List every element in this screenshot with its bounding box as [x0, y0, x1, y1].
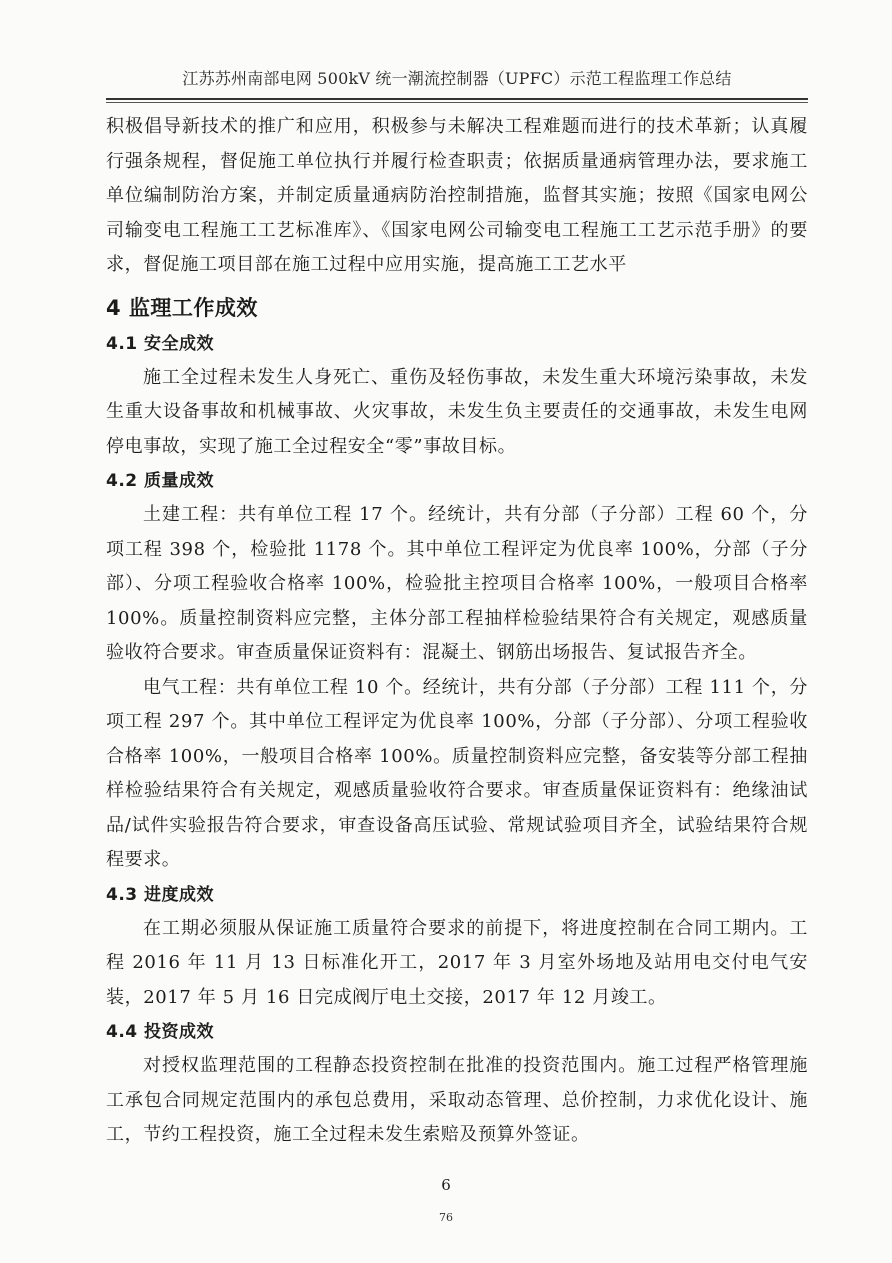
subsection-heading-progress: 4.3 进度成效	[106, 884, 215, 905]
safety-paragraph: 施工全过程未发生人身死亡、重伤及轻伤事故，未发生重大环境污染事故，未发生重大设备事故和机械事故、火灾事故，未发生负主要责任的交通事故，未发生电网停电事故，实现了施工全过程安全“零”事故目标。	[106, 366, 808, 457]
sheet-number: 76	[439, 1211, 453, 1224]
investment-paragraph: 对授权监理范围的工程静态投资控制在批准的投资范围内。施工过程严格管理施工承包合同规定范围内的承包总费用，采取动态管理、总价控制，力求优化设计、施工，节约工程投资，施工全过程未发生索赔及预算外签证。	[106, 1055, 808, 1145]
section-heading: 4 监理工作成效	[106, 295, 258, 320]
header-rule	[106, 98, 808, 100]
intro-paragraph: 积极倡导新技术的推广和应用，积极参与未解决工程难题而进行的技术革新；认真履行强条规程，督促施工单位执行并履行检查职责；依据质量通病管理办法，要求施工单位编制防治方案，并制定质量通病防治控制措施，监督其实施；按照《国家电网公司输变电工程施工工艺标准库》、《国家电网公司输变电工程施工工艺示范手册》的要求，督促施工项目部在施工过程中应用实施，提高施工工艺水平	[106, 116, 808, 275]
subsection-heading-investment: 4.4 投资成效	[106, 1022, 215, 1042]
running-header: 江苏苏州南部电网 500kV 统一潮流控制器（UPFC）示范工程监理工作总结	[182, 69, 732, 88]
header-rule-thin	[106, 102, 808, 103]
civil-works-paragraph: 土建工程：共有单位工程 17 个。经统计，共有分部（子分部）工程 60 个，分项工程 398 个，检验批 1178 个。其中单位工程评定为优良率 100%，分部（子分部）、分项工程验收合格率 100%，检验批主控项目合格率 100%，一般项目合格率 100%。质量控制资料应完整，主体分部工程抽样检验结果符合有关规定，观感质量验收符合要求。审查质量保证资料有：混凝土、钢筋出场报告、复试报告齐全。	[106, 504, 808, 663]
page-content	[106, 110, 808, 1153]
subsection-heading-safety: 4.1 安全成效	[106, 333, 215, 354]
page-number: 6	[441, 1176, 451, 1194]
progress-paragraph: 在工期必须服从保证施工质量符合要求的前提下，将进度控制在合同工期内。工程 2016 年 11 月 13 日标准化开工，2017 年 3 月室外场地及站用电交付电气安装，2017 年 5 月 16 日完成阀厅电土交接，2017 年 12 月竣工。	[106, 917, 808, 1008]
electrical-works-paragraph: 电气工程：共有单位工程 10 个。经统计，共有分部（子分部）工程 111 个，分项工程 297 个。其中单位工程评定为优良率 100%，分部（子分部）、分项工程验收合格率 100%，一般项目合格率 100%。质量控制资料应完整，备安装等分部工程抽样检验结果符合有关规定，观感质量验收符合要求。审查质量保证资料有：绝缘油试品/试件实验报告符合要求，审查设备高压试验、常规试验项目齐全，试验结果符合规程要求。	[106, 676, 808, 870]
subsection-heading-quality: 4.2 质量成效	[106, 471, 215, 491]
